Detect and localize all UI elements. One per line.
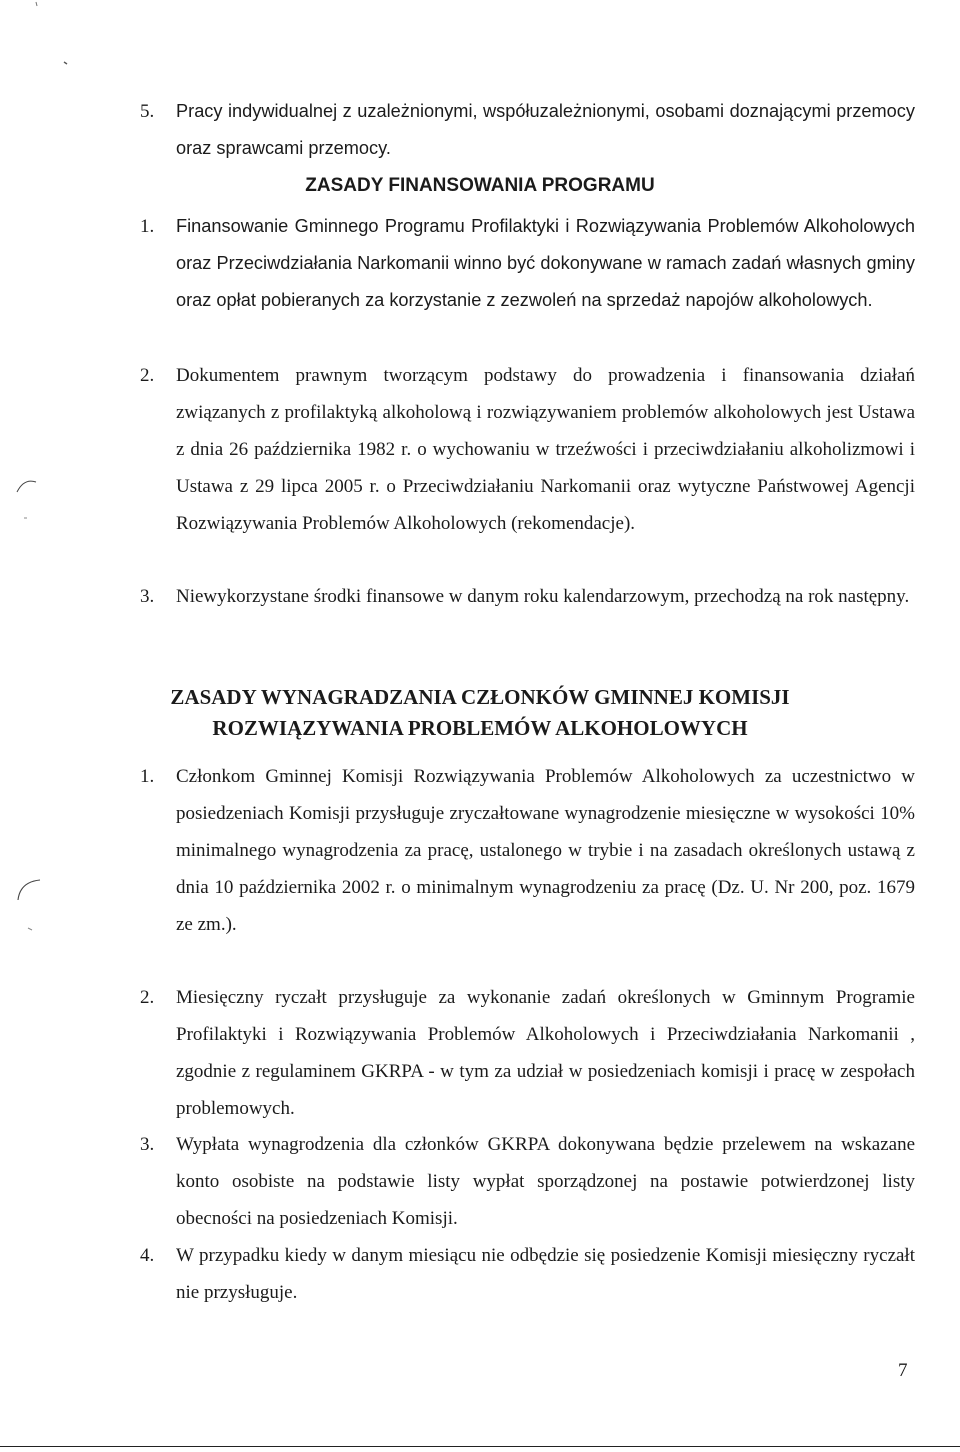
page-number: 7	[898, 1360, 908, 1381]
section-heading-finance: ZASADY FINANSOWANIA PROGRAMU	[305, 175, 655, 196]
heading-line-2: ROZWIĄZYWANIA PROBLEMÓW ALKOHOLOWYCH	[212, 716, 748, 740]
item-number: 1.	[140, 766, 155, 787]
item-text: Dokumentem prawnym tworzącym podstawy do prowadzenia i finansowania działań związanych z profilaktyką alkoholową i rozwiązywaniem problemów alkoholowych jest Ustawa z dnia 26 października 1982 r. o wychowaniu w trzeźwości i przeciwdziałaniu alkoholizmowi i Ustawa z 29 lipca 2005 r. o Przeciwdziałaniu Narkomanii oraz wytyczne Państwowej Agencji Rozwiązywania Problemów Alkoholowych (rekomendacje).	[176, 365, 915, 534]
heading-line-1: ZASADY WYNAGRADZANIA CZŁONKÓW GMINNEJ KOMISJI	[170, 685, 790, 709]
item-text: Członkom Gminnej Komisji Rozwiązywania Problemów Alkoholowych za uczestnictwo w posiedzeniach Komisji przysługuje zryczałtowane wynagrodzenie miesięczne w wysokości 10% minimalnego wynagrodzenia za pracę, ustalonego w trybie i na zasadach określonych ustawą z dnia 10 października 2002 r. o minimalnym wynagrodzeniu za pracę (Dz. U. Nr 200, poz. 1679 ze zm.).	[176, 766, 915, 935]
item-text: Pracy indywidualnej z uzależnionymi, współuzależnionymi, osobami doznającymi przemocy oraz sprawcami przemocy.	[176, 101, 915, 158]
scan-mark-margin-2	[14, 860, 54, 940]
item-number: 2.	[140, 365, 155, 386]
item-text: Niewykorzystane środki finansowe w danym roku kalendarzowym, przechodzą na rok następny.	[176, 586, 910, 607]
item-number: 3.	[140, 586, 155, 607]
section-heading-remuneration	[0, 682, 960, 744]
item-number: 2.	[140, 987, 155, 1008]
item-text: Miesięczny ryczałt przysługuje za wykonanie zadań określonych w Gminnym Programie Profilaktyki i Rozwiązywania Problemów Alkoholowych i Przeciwdziałania Narkomanii , zgodnie z regulaminem GKRPA - w tym za udział w posiedzeniach komisji i pracę w zespołach problemowych.	[176, 987, 915, 1119]
item-text: W przypadku kiedy w danym miesiącu nie odbędzie się posiedzenie Komisji miesięczny ryczałt nie przysługuje.	[176, 1245, 915, 1303]
item-number: 5.	[140, 101, 155, 122]
item-text: Finansowanie Gminnego Programu Profilaktyki i Rozwiązywania Problemów Alkoholowych oraz Przeciwdziałania Narkomanii winno być dokonywane w ramach zadań własnych gminy oraz opłat pobieranych za korzystanie z zezwoleń na sprzedaż napojów alkoholowych.	[176, 216, 915, 310]
item-number: 3.	[140, 1134, 155, 1155]
item-number: 1.	[140, 216, 155, 237]
item-text: Wypłata wynagrodzenia dla członków GKRPA dokonywana będzie przelewem na wskazane konto osobiste na podstawie listy wypłat sporządzonej na postawie potwierdzonej listy obecności na posiedzeniach Komisji.	[176, 1134, 915, 1229]
item-number: 4.	[140, 1245, 155, 1266]
scan-mark-top	[30, 0, 70, 70]
bottom-rule	[0, 1446, 960, 1447]
scan-mark-margin-1	[14, 470, 54, 530]
